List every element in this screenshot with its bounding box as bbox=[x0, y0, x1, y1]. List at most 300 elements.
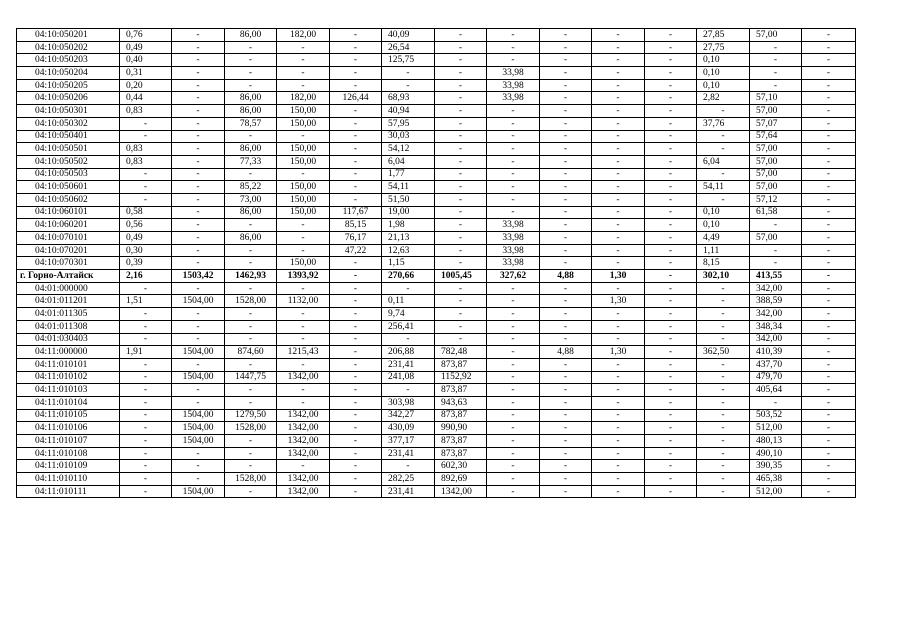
row-label-cell: 04:10:070301 bbox=[17, 257, 120, 270]
value-cell: - bbox=[225, 130, 277, 143]
value-cell: - bbox=[697, 409, 750, 422]
value-cell: 0,76 bbox=[120, 29, 172, 42]
table-body bbox=[17, 29, 856, 498]
value-cell: 57,00 bbox=[750, 181, 802, 194]
value-cell: - bbox=[802, 422, 856, 435]
value-cell: 117,67 bbox=[330, 206, 382, 219]
value-cell: - bbox=[435, 333, 487, 346]
value-cell: - bbox=[802, 79, 856, 92]
value-cell: 1504,00 bbox=[172, 422, 225, 435]
value-cell: 68,93 bbox=[382, 92, 435, 105]
value-cell: - bbox=[592, 422, 645, 435]
value-cell: - bbox=[697, 193, 750, 206]
row-label-cell: 04:11:010107 bbox=[17, 435, 120, 448]
table-row bbox=[17, 320, 856, 333]
value-cell: - bbox=[172, 143, 225, 156]
value-cell: - bbox=[330, 257, 382, 270]
value-cell: - bbox=[697, 308, 750, 321]
value-cell: - bbox=[592, 282, 645, 295]
value-cell: - bbox=[697, 473, 750, 486]
value-cell: - bbox=[487, 460, 540, 473]
value-cell: 21,13 bbox=[382, 232, 435, 245]
value-cell: - bbox=[697, 105, 750, 118]
value-cell: - bbox=[382, 460, 435, 473]
value-cell: - bbox=[697, 143, 750, 156]
row-label-cell: 04:10:060101 bbox=[17, 206, 120, 219]
value-cell: - bbox=[645, 435, 697, 448]
value-cell: - bbox=[697, 447, 750, 460]
value-cell: - bbox=[802, 435, 856, 448]
value-cell: - bbox=[435, 117, 487, 130]
value-cell: - bbox=[277, 244, 330, 257]
value-cell: - bbox=[487, 384, 540, 397]
value-cell: - bbox=[750, 67, 802, 80]
row-label-cell: 04:11:010104 bbox=[17, 396, 120, 409]
value-cell: - bbox=[225, 282, 277, 295]
value-cell: - bbox=[487, 308, 540, 321]
value-cell: - bbox=[330, 193, 382, 206]
value-cell: - bbox=[645, 358, 697, 371]
value-cell: - bbox=[225, 460, 277, 473]
value-cell: - bbox=[645, 270, 697, 283]
value-cell: - bbox=[540, 29, 592, 42]
table-row bbox=[17, 41, 856, 54]
value-cell: - bbox=[225, 435, 277, 448]
value-cell: - bbox=[225, 333, 277, 346]
value-cell: - bbox=[172, 79, 225, 92]
value-cell: - bbox=[330, 130, 382, 143]
value-cell: - bbox=[120, 308, 172, 321]
table-row bbox=[17, 105, 856, 118]
value-cell: - bbox=[592, 320, 645, 333]
value-cell: - bbox=[487, 130, 540, 143]
value-cell: - bbox=[120, 130, 172, 143]
value-cell: - bbox=[277, 282, 330, 295]
value-cell: - bbox=[592, 130, 645, 143]
value-cell: 206,88 bbox=[382, 346, 435, 359]
value-cell: 1,30 bbox=[592, 346, 645, 359]
table-row-total bbox=[17, 270, 856, 283]
value-cell: - bbox=[802, 409, 856, 422]
value-cell: 12,63 bbox=[382, 244, 435, 257]
table-row bbox=[17, 282, 856, 295]
value-cell: - bbox=[172, 320, 225, 333]
value-cell: 86,00 bbox=[225, 232, 277, 245]
value-cell: - bbox=[802, 29, 856, 42]
value-cell: - bbox=[645, 346, 697, 359]
value-cell: 57,00 bbox=[750, 105, 802, 118]
value-cell: 6,04 bbox=[382, 155, 435, 168]
value-cell: - bbox=[592, 54, 645, 67]
table-row bbox=[17, 295, 856, 308]
value-cell: - bbox=[225, 54, 277, 67]
value-cell: 873,87 bbox=[435, 447, 487, 460]
value-cell: 33,98 bbox=[487, 67, 540, 80]
value-cell: - bbox=[802, 143, 856, 156]
value-cell: - bbox=[645, 282, 697, 295]
value-cell: - bbox=[120, 435, 172, 448]
value-cell: 1504,00 bbox=[172, 435, 225, 448]
row-label-cell: 04:11:010110 bbox=[17, 473, 120, 486]
value-cell: - bbox=[330, 371, 382, 384]
value-cell: 73,00 bbox=[225, 193, 277, 206]
value-cell: 503,52 bbox=[750, 409, 802, 422]
value-cell: - bbox=[330, 117, 382, 130]
value-cell: 0,83 bbox=[120, 105, 172, 118]
value-cell: - bbox=[802, 67, 856, 80]
value-cell: 0,58 bbox=[120, 206, 172, 219]
table-row bbox=[17, 460, 856, 473]
value-cell: 256,41 bbox=[382, 320, 435, 333]
value-cell: 1342,00 bbox=[277, 371, 330, 384]
value-cell: - bbox=[802, 181, 856, 194]
value-cell: 86,00 bbox=[225, 92, 277, 105]
value-cell: 57,10 bbox=[750, 92, 802, 105]
table-row bbox=[17, 485, 856, 498]
value-cell: - bbox=[540, 282, 592, 295]
value-cell: - bbox=[697, 422, 750, 435]
value-cell: - bbox=[120, 117, 172, 130]
value-cell: 6,04 bbox=[697, 155, 750, 168]
value-cell: - bbox=[750, 257, 802, 270]
value-cell: 57,00 bbox=[750, 155, 802, 168]
value-cell: 0,10 bbox=[697, 67, 750, 80]
value-cell: 125,75 bbox=[382, 54, 435, 67]
value-cell: 47,22 bbox=[330, 244, 382, 257]
value-cell: - bbox=[330, 282, 382, 295]
value-cell: 85,15 bbox=[330, 219, 382, 232]
value-cell: - bbox=[697, 435, 750, 448]
row-label-cell: 04:10:060201 bbox=[17, 219, 120, 232]
value-cell: 26,54 bbox=[382, 41, 435, 54]
table-row bbox=[17, 193, 856, 206]
value-cell: - bbox=[435, 92, 487, 105]
value-cell: - bbox=[172, 41, 225, 54]
value-cell: - bbox=[540, 168, 592, 181]
value-cell: 150,00 bbox=[277, 206, 330, 219]
value-cell: - bbox=[277, 396, 330, 409]
value-cell: 86,00 bbox=[225, 29, 277, 42]
value-cell: - bbox=[645, 384, 697, 397]
value-cell: - bbox=[645, 105, 697, 118]
value-cell: - bbox=[645, 473, 697, 486]
value-cell: - bbox=[172, 384, 225, 397]
value-cell: - bbox=[172, 54, 225, 67]
value-cell: 1528,00 bbox=[225, 422, 277, 435]
row-label-cell: 04:11:010103 bbox=[17, 384, 120, 397]
value-cell: - bbox=[540, 358, 592, 371]
value-cell: - bbox=[802, 308, 856, 321]
value-cell: - bbox=[435, 168, 487, 181]
value-cell: - bbox=[225, 257, 277, 270]
value-cell: - bbox=[330, 270, 382, 283]
value-cell: - bbox=[802, 384, 856, 397]
value-cell: - bbox=[172, 282, 225, 295]
table-row bbox=[17, 257, 856, 270]
table-row bbox=[17, 130, 856, 143]
value-cell: - bbox=[645, 232, 697, 245]
value-cell: - bbox=[802, 346, 856, 359]
value-cell: - bbox=[540, 333, 592, 346]
value-cell: 0,20 bbox=[120, 79, 172, 92]
value-cell: - bbox=[120, 193, 172, 206]
row-label-cell: 04:10:050203 bbox=[17, 54, 120, 67]
value-cell: - bbox=[802, 396, 856, 409]
value-cell: 150,00 bbox=[277, 257, 330, 270]
value-cell: - bbox=[435, 206, 487, 219]
value-cell: - bbox=[330, 447, 382, 460]
value-cell: - bbox=[802, 193, 856, 206]
value-cell: - bbox=[750, 396, 802, 409]
value-cell: - bbox=[645, 257, 697, 270]
value-cell: 1342,00 bbox=[277, 447, 330, 460]
value-cell: - bbox=[330, 105, 382, 118]
table-row bbox=[17, 168, 856, 181]
row-label-cell: 04:10:050205 bbox=[17, 79, 120, 92]
value-cell: - bbox=[697, 460, 750, 473]
value-cell: - bbox=[435, 54, 487, 67]
value-cell: 1504,00 bbox=[172, 485, 225, 498]
value-cell: - bbox=[645, 67, 697, 80]
value-cell: 1393,92 bbox=[277, 270, 330, 283]
value-cell: 1342,00 bbox=[435, 485, 487, 498]
value-cell: - bbox=[592, 193, 645, 206]
value-cell: - bbox=[645, 460, 697, 473]
row-label-cell: 04:11:010105 bbox=[17, 409, 120, 422]
value-cell: - bbox=[645, 117, 697, 130]
value-cell: 0,10 bbox=[697, 54, 750, 67]
value-cell: 1528,00 bbox=[225, 295, 277, 308]
value-cell: 241,08 bbox=[382, 371, 435, 384]
value-cell: 0,31 bbox=[120, 67, 172, 80]
value-cell: - bbox=[540, 384, 592, 397]
value-cell: - bbox=[487, 409, 540, 422]
value-cell: - bbox=[487, 29, 540, 42]
value-cell: - bbox=[645, 168, 697, 181]
value-cell: - bbox=[645, 143, 697, 156]
value-cell: - bbox=[645, 92, 697, 105]
row-label-cell: 04:10:050206 bbox=[17, 92, 120, 105]
value-cell: - bbox=[382, 384, 435, 397]
table-row bbox=[17, 308, 856, 321]
value-cell: - bbox=[802, 257, 856, 270]
value-cell: - bbox=[540, 130, 592, 143]
value-cell: 342,00 bbox=[750, 333, 802, 346]
value-cell: 437,70 bbox=[750, 358, 802, 371]
row-label-cell: 04:10:070201 bbox=[17, 244, 120, 257]
value-cell: - bbox=[540, 295, 592, 308]
value-cell: 33,98 bbox=[487, 232, 540, 245]
value-cell: - bbox=[540, 308, 592, 321]
value-cell: - bbox=[435, 181, 487, 194]
value-cell: 57,64 bbox=[750, 130, 802, 143]
value-cell: - bbox=[697, 485, 750, 498]
value-cell: 231,41 bbox=[382, 485, 435, 498]
value-cell: - bbox=[330, 29, 382, 42]
value-cell: - bbox=[645, 206, 697, 219]
value-cell: - bbox=[277, 168, 330, 181]
value-cell: - bbox=[697, 130, 750, 143]
value-cell: 150,00 bbox=[277, 117, 330, 130]
value-cell: 54,12 bbox=[382, 143, 435, 156]
value-cell: - bbox=[540, 117, 592, 130]
value-cell: - bbox=[277, 308, 330, 321]
value-cell: - bbox=[802, 117, 856, 130]
value-cell: 874,60 bbox=[225, 346, 277, 359]
value-cell: - bbox=[435, 282, 487, 295]
value-cell: - bbox=[172, 396, 225, 409]
value-cell: 1504,00 bbox=[172, 346, 225, 359]
value-cell: - bbox=[592, 143, 645, 156]
value-cell: - bbox=[697, 396, 750, 409]
value-cell: - bbox=[592, 155, 645, 168]
value-cell: - bbox=[435, 320, 487, 333]
value-cell: 0,40 bbox=[120, 54, 172, 67]
value-cell: - bbox=[277, 358, 330, 371]
value-cell: - bbox=[487, 168, 540, 181]
value-cell: - bbox=[540, 435, 592, 448]
row-label-cell: 04:01:000000 bbox=[17, 282, 120, 295]
value-cell: 150,00 bbox=[277, 155, 330, 168]
value-cell: - bbox=[120, 460, 172, 473]
value-cell: - bbox=[592, 396, 645, 409]
value-cell: - bbox=[487, 54, 540, 67]
value-cell: - bbox=[172, 244, 225, 257]
value-cell: 782,48 bbox=[435, 346, 487, 359]
row-label-cell: 04:10:050202 bbox=[17, 41, 120, 54]
value-cell: - bbox=[540, 460, 592, 473]
value-cell: - bbox=[330, 79, 382, 92]
value-cell: - bbox=[487, 447, 540, 460]
value-cell: - bbox=[592, 41, 645, 54]
value-cell: - bbox=[330, 143, 382, 156]
value-cell: - bbox=[802, 130, 856, 143]
value-cell: - bbox=[592, 29, 645, 42]
value-cell: - bbox=[802, 282, 856, 295]
value-cell: 1342,00 bbox=[277, 435, 330, 448]
value-cell: 2,16 bbox=[120, 270, 172, 283]
value-cell: - bbox=[540, 320, 592, 333]
value-cell: - bbox=[487, 346, 540, 359]
value-cell: 0,11 bbox=[382, 295, 435, 308]
value-cell: - bbox=[697, 358, 750, 371]
value-cell: - bbox=[645, 130, 697, 143]
value-cell: - bbox=[802, 371, 856, 384]
value-cell: - bbox=[435, 193, 487, 206]
value-cell: 1152,92 bbox=[435, 371, 487, 384]
value-cell: - bbox=[225, 244, 277, 257]
row-label-cell: 04:11:010102 bbox=[17, 371, 120, 384]
value-cell: - bbox=[435, 244, 487, 257]
value-cell: - bbox=[540, 155, 592, 168]
value-cell: 362,50 bbox=[697, 346, 750, 359]
value-cell: - bbox=[802, 244, 856, 257]
value-cell: 410,39 bbox=[750, 346, 802, 359]
value-cell: 405,64 bbox=[750, 384, 802, 397]
value-cell: - bbox=[540, 193, 592, 206]
value-cell: 0,49 bbox=[120, 41, 172, 54]
value-cell: 54,11 bbox=[697, 181, 750, 194]
table-row bbox=[17, 79, 856, 92]
value-cell: - bbox=[487, 473, 540, 486]
table-row bbox=[17, 333, 856, 346]
value-cell: 490,10 bbox=[750, 447, 802, 460]
value-cell: 57,00 bbox=[750, 29, 802, 42]
table-row bbox=[17, 206, 856, 219]
value-cell: - bbox=[277, 333, 330, 346]
table-row bbox=[17, 143, 856, 156]
value-cell: - bbox=[802, 333, 856, 346]
value-cell: - bbox=[120, 358, 172, 371]
value-cell: 40,94 bbox=[382, 105, 435, 118]
value-cell: 0,49 bbox=[120, 232, 172, 245]
value-cell: - bbox=[592, 473, 645, 486]
value-cell: - bbox=[382, 79, 435, 92]
table-row bbox=[17, 244, 856, 257]
value-cell: - bbox=[277, 384, 330, 397]
row-label-cell: 04:11:000000 bbox=[17, 346, 120, 359]
value-cell: 1,11 bbox=[697, 244, 750, 257]
value-cell: - bbox=[120, 282, 172, 295]
value-cell: - bbox=[172, 333, 225, 346]
value-cell: - bbox=[120, 422, 172, 435]
value-cell: - bbox=[435, 308, 487, 321]
value-cell: - bbox=[645, 485, 697, 498]
value-cell: - bbox=[645, 409, 697, 422]
value-cell: - bbox=[120, 485, 172, 498]
value-cell: 873,87 bbox=[435, 435, 487, 448]
value-cell: - bbox=[120, 396, 172, 409]
value-cell: 86,00 bbox=[225, 206, 277, 219]
value-cell: - bbox=[592, 308, 645, 321]
value-cell: 231,41 bbox=[382, 358, 435, 371]
value-cell: - bbox=[330, 346, 382, 359]
value-cell: - bbox=[802, 41, 856, 54]
value-cell: - bbox=[802, 232, 856, 245]
value-cell: - bbox=[487, 193, 540, 206]
value-cell: 57,07 bbox=[750, 117, 802, 130]
value-cell: - bbox=[540, 92, 592, 105]
table-row bbox=[17, 181, 856, 194]
value-cell: - bbox=[592, 371, 645, 384]
value-cell: - bbox=[120, 371, 172, 384]
value-cell: 78,57 bbox=[225, 117, 277, 130]
value-cell: - bbox=[645, 333, 697, 346]
value-cell: 33,98 bbox=[487, 219, 540, 232]
value-cell: - bbox=[802, 92, 856, 105]
value-cell: 270,66 bbox=[382, 270, 435, 283]
value-cell: 873,87 bbox=[435, 409, 487, 422]
value-cell: 873,87 bbox=[435, 358, 487, 371]
value-cell: - bbox=[435, 130, 487, 143]
value-cell: 1,15 bbox=[382, 257, 435, 270]
value-cell: 388,59 bbox=[750, 295, 802, 308]
value-cell: - bbox=[487, 422, 540, 435]
value-cell: - bbox=[277, 320, 330, 333]
value-cell: - bbox=[225, 79, 277, 92]
value-cell: - bbox=[435, 143, 487, 156]
value-cell: - bbox=[697, 320, 750, 333]
value-cell: - bbox=[592, 447, 645, 460]
table-row bbox=[17, 447, 856, 460]
value-cell: - bbox=[382, 282, 435, 295]
value-cell: - bbox=[697, 168, 750, 181]
value-cell: - bbox=[540, 244, 592, 257]
value-cell: - bbox=[540, 181, 592, 194]
row-label-cell: 04:10:050302 bbox=[17, 117, 120, 130]
value-cell: - bbox=[540, 371, 592, 384]
value-cell: - bbox=[435, 79, 487, 92]
